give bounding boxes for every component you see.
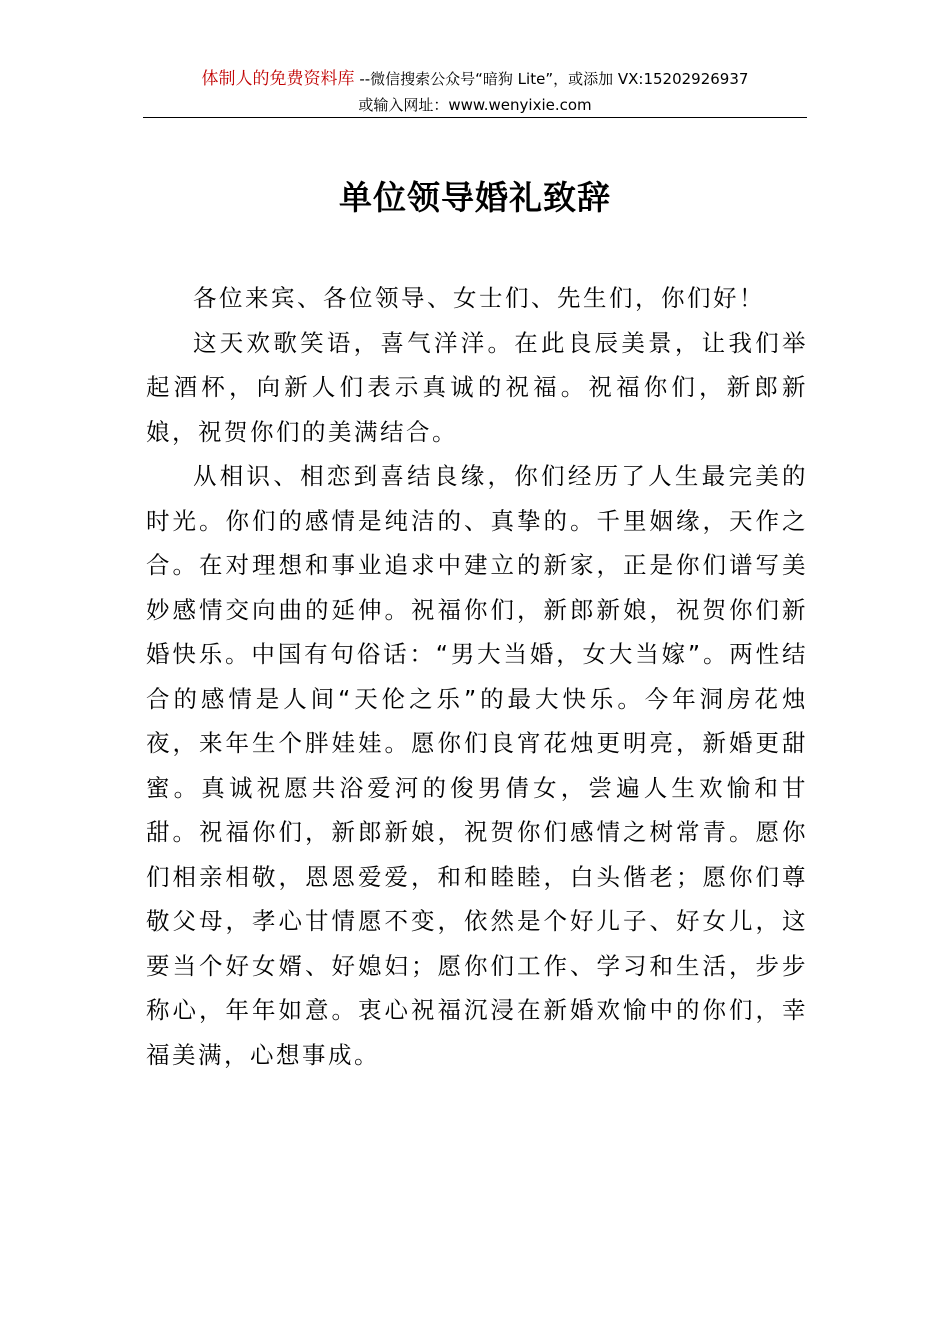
paragraph-blessings: 从相识、相恋到喜结良缘，你们经历了人生最完美的时光。你们的感情是纯洁的、真挚的。千里姻缘，天作之合。在对理想和事业追求中建立的新家，正是你们谱写美妙感情交向曲的延伸。祝福你们，新郎新娘，祝贺你们新婚快乐。中国有句俗话：“男大当婚，女大当嫁”。两性结合的感情是人间“天伦之乐”的最大快乐。今年洞房花烛夜，来年生个胖娃娃。愿你们良宵花烛更明亮，新婚更甜蜜。真诚祝愿共浴爱河的俊男倩女，尝遍人生欢愉和甘甜。祝福你们，新郎新娘，祝贺你们感情之树常青。愿你们相亲相敬，恩恩爱爱，和和睦睦，白头偕老；愿你们尊敬父母，孝心甘情愿不变，依然是个好儿子、好女儿，这要当个好女婿、好媳妇；愿你们工作、学习和生活，步步称心，年年如意。衷心祝福沉浸在新婚欢愉中的你们，幸福美满，心想事成。: [146, 462, 808, 1069]
document-body: [146, 276, 808, 1077]
header-brand: 体制人的免费资料库: [201, 69, 355, 89]
document-title: 单位领导婚礼致辞: [339, 178, 611, 217]
header-divider: [143, 117, 807, 118]
paragraph-toast: 这天欢歌笑语，喜气洋洋。在此良辰美景，让我们举起酒杯，向新人们表示真诚的祝福。祝福你们，新郎新娘，祝贺你们的美满结合。: [146, 328, 808, 446]
page-header: [143, 66, 807, 118]
header-line-promo: [143, 66, 807, 92]
paragraph-greeting: 各位来宾、各位领导、女士们、先生们，你们好！: [193, 284, 765, 312]
header-contact: --微信搜索公众号“暗狗 Lite”，或添加 VX:15202926937: [354, 70, 749, 88]
header-website: 或输入网址：www.wenyixie.com: [358, 96, 592, 114]
